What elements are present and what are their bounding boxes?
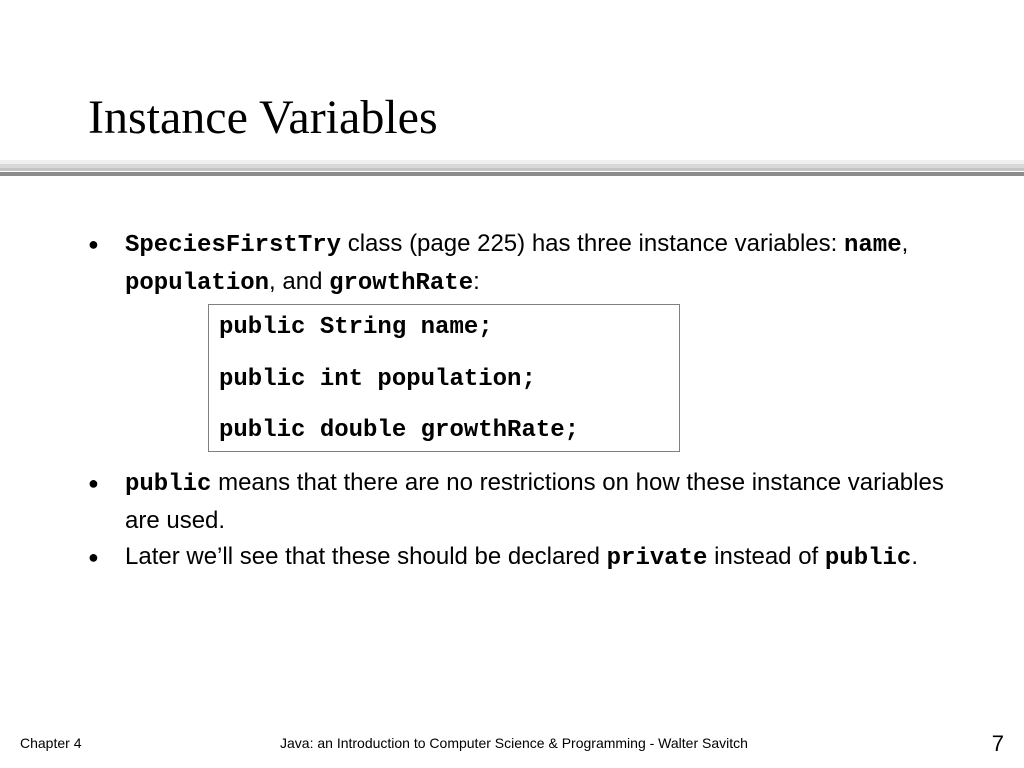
page-number: 7 bbox=[991, 731, 1004, 756]
slide-title: Instance Variables bbox=[88, 91, 438, 144]
bullet-3-tail: . bbox=[911, 543, 918, 570]
code-line-2: public int population; bbox=[219, 366, 536, 393]
bullet-text-3 bbox=[125, 539, 948, 577]
bullet-text-2 bbox=[125, 465, 948, 539]
code-private: private bbox=[606, 545, 708, 572]
bullet-text-1 bbox=[125, 226, 948, 302]
bullet-dot-icon: ● bbox=[88, 547, 99, 567]
code-name: name bbox=[844, 232, 902, 259]
code-population: population bbox=[125, 270, 270, 297]
bullet-dot-icon: ● bbox=[88, 473, 99, 493]
bullet-item-1 bbox=[88, 226, 948, 302]
code-public: public bbox=[125, 471, 212, 498]
code-line-3: public double growthRate; bbox=[219, 417, 580, 444]
title-divider bbox=[0, 160, 1024, 180]
bullet-dot-icon: ● bbox=[88, 234, 99, 254]
bullet-1-tail: : bbox=[473, 268, 480, 295]
bullet-2-text: means that there are no restrictions on how these instance variables are used. bbox=[125, 469, 944, 534]
bullet-1-sep2: , and bbox=[269, 268, 330, 295]
bullet-item-2 bbox=[88, 465, 948, 539]
bullet-1-sep1: , bbox=[901, 230, 909, 257]
footer-book-title: Java: an Introduction to Computer Science & Programming - Walter Savitch bbox=[280, 735, 748, 751]
bullet-3-text-a: Later we’ll see that these should be declared bbox=[125, 543, 607, 570]
code-species-first-try: SpeciesFirstTry bbox=[125, 232, 342, 259]
code-public-2: public bbox=[824, 545, 912, 572]
bullet-3-text-b: instead of bbox=[707, 543, 825, 570]
bullet-item-3 bbox=[88, 539, 948, 577]
footer-chapter: Chapter 4 bbox=[20, 735, 82, 751]
code-growth-rate: growthRate bbox=[329, 270, 474, 297]
code-line-1: public String name; bbox=[219, 314, 493, 341]
code-box bbox=[208, 304, 680, 452]
bullet-1-text-a: class (page 225) has three instance variables: bbox=[341, 230, 844, 257]
